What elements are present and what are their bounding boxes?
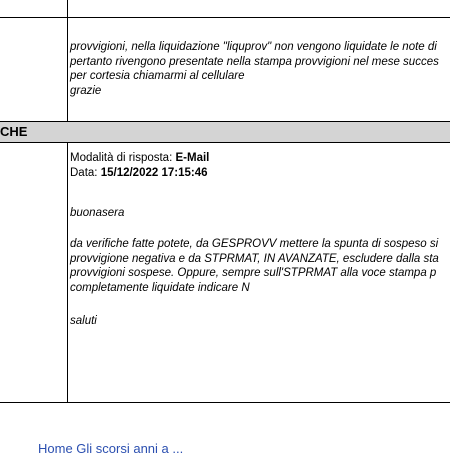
row-divider-bottom [0, 402, 450, 403]
column-divider-row2 [67, 142, 68, 403]
reply-date-value: 15/12/2022 17:15:46 [100, 166, 208, 179]
message-line: provvigioni, nella liquidazione "liquprov" non vengono liquidate le note di [70, 41, 437, 53]
footer-nav-link[interactable]: Home Gli scorsi anni a ... [38, 441, 184, 456]
reply-body [70, 237, 439, 295]
section-header-label: CHE [0, 124, 28, 139]
reply-closing [70, 314, 97, 329]
column-divider-top [67, 0, 68, 17]
reply-mode [70, 151, 209, 166]
column-divider-row1 [67, 17, 68, 121]
reply-meta [70, 151, 209, 180]
reply-body-line: provvigione negativa e da STPRMAT, IN AVANZATE, escludere dalla sta [70, 252, 439, 265]
reply-mode-value: E-Mail [175, 152, 210, 164]
reply-body-line: completamente liquidate indicare N [70, 281, 250, 294]
reply-closing-text: saluti [70, 315, 97, 327]
reply-body-line: da verifiche fatte potete, da GESPROVV mettere la spunta di sospeso si [70, 238, 439, 250]
message-text-row1 [70, 40, 439, 98]
reply-date-label: Data: [70, 166, 98, 179]
reply-date [70, 166, 209, 181]
reply-body-line: provvigioni sospese. Oppure, sempre sull'STPRMAT alla voce stampa p [70, 267, 437, 279]
message-line: per cortesia chiamarmi al cellulare [70, 70, 245, 82]
message-line: pertanto rivengono presentate nella stampa provvigioni nel mese succes [70, 55, 439, 68]
reply-greeting-text: buonasera [70, 207, 125, 219]
message-line: grazie [70, 84, 102, 97]
reply-greeting [70, 206, 124, 221]
reply-mode-label: Modalità di risposta: [70, 152, 173, 164]
section-header [0, 121, 450, 143]
